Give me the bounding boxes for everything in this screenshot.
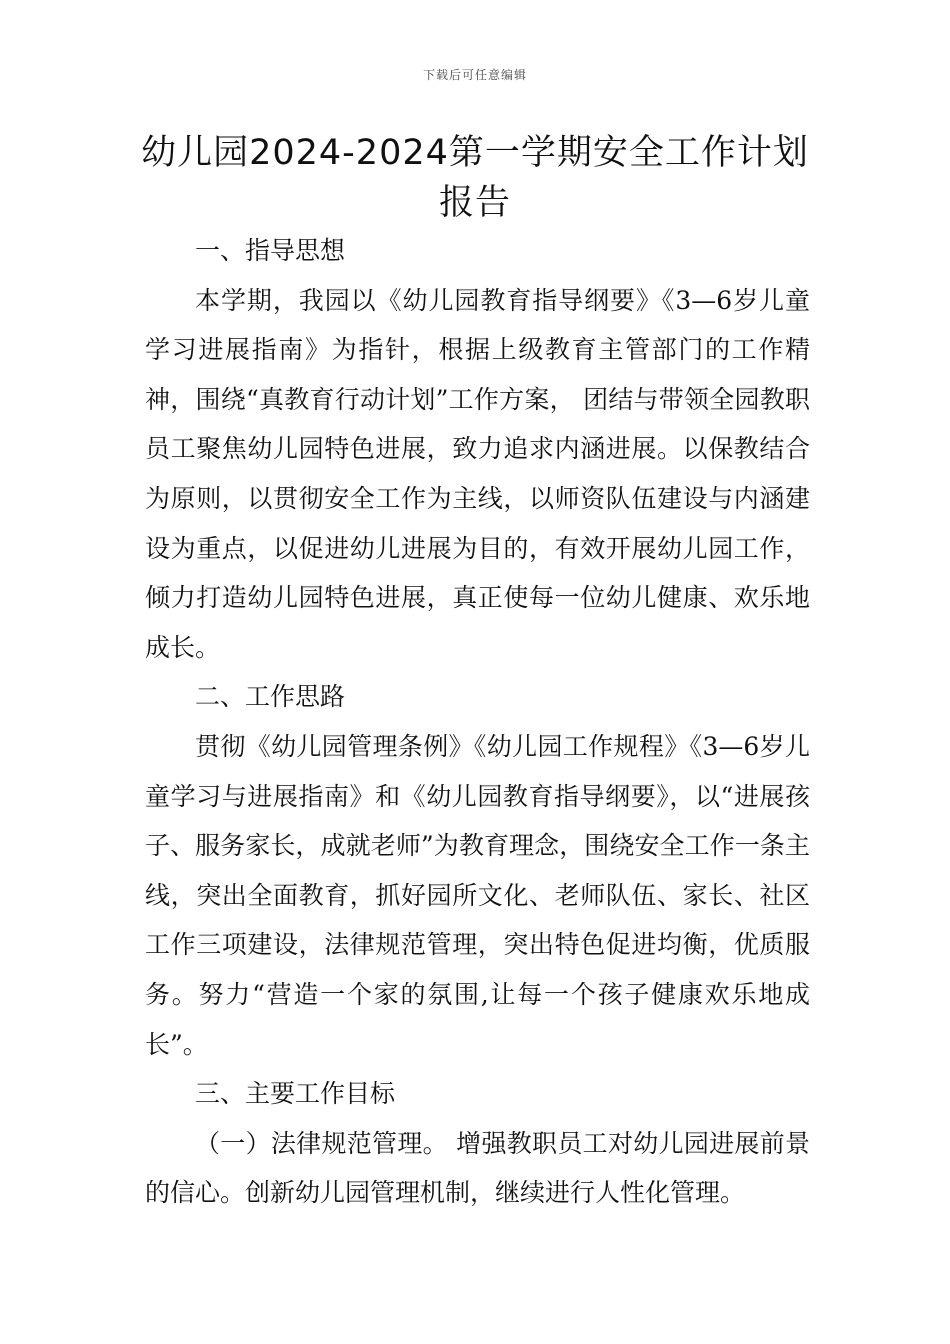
title-line-2: 报告 (438, 183, 511, 223)
paragraph-main-goals: （一）法律规范管理。 增强教职员工对幼儿园进展前景的信心。创新幼儿园管理机制，继续进行人性化管理。 (145, 1128, 810, 1208)
section-heading-work-approach: 二、工作思路 (195, 682, 346, 712)
section-heading-main-goals: 三、主要工作目标 (195, 1079, 396, 1109)
title-line-1: 幼儿园2024-2024第一学期安全工作计划 (141, 133, 809, 173)
paragraph-guiding-ideology: 本学期，我园以《幼儿园教育指导纲要》《3—6岁儿童学习进展指南》为指针，根据上级教育主管部门的工作精神，围绕“真教育行动计划”工作方案， 团结与带领全园教职员工聚焦幼儿园特色进展，致力追求内涵进展。以保教结合为原则，以贯彻安全工作为主线，以师资队伍建设与内涵建设为重点，以促进幼儿进展为目的，有效开展幼儿园工作，倾力打造幼儿园特色进展，真正使每一位幼儿健康、欢乐地成长。 (145, 285, 810, 662)
document-title (120, 128, 830, 228)
document-body (145, 226, 810, 1218)
paragraph-work-approach: 贯彻《幼儿园管理条例》《幼儿园工作规程》《3—6岁儿童学习与进展指南》和《幼儿园教育指导纲要》，以“进展孩子、服务家长，成就老师”为教育理念，围绕安全工作一条主线，突出全面教育，抓好园所文化、老师队伍、家长、社区工作三项建设，法律规范管理，突出特色促进均衡，优质服务。努力“营造一个家的氛围,让每一个孩子健康欢乐地成长”。 (145, 731, 810, 1059)
header-note: 下载后可任意编辑 (422, 68, 527, 82)
section-heading-guiding-ideology: 一、指导思想 (195, 236, 346, 265)
